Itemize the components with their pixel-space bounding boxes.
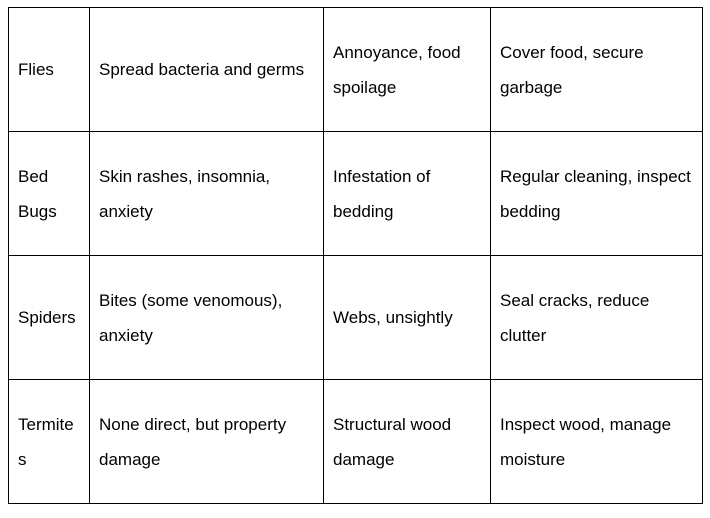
health-risk-cell: Bites (some venomous), anxiety [90, 256, 324, 380]
other-impact-cell: Webs, unsightly [324, 256, 491, 380]
health-risk-cell: Skin rashes, insomnia, anxiety [90, 132, 324, 256]
pest-name-cell: Termites [9, 380, 90, 504]
other-impact-cell: Annoyance, food spoilage [324, 8, 491, 132]
pest-table [8, 7, 703, 504]
other-impact-cell: Infestation of bedding [324, 132, 491, 256]
table-row [9, 256, 703, 380]
table-row [9, 132, 703, 256]
prevention-cell: Cover food, secure garbage [491, 8, 703, 132]
table-row [9, 380, 703, 504]
prevention-cell: Seal cracks, reduce clutter [491, 256, 703, 380]
pest-name-cell: Bed Bugs [9, 132, 90, 256]
health-risk-cell: Spread bacteria and germs [90, 8, 324, 132]
other-impact-cell: Structural wood damage [324, 380, 491, 504]
pest-name-cell: Flies [9, 8, 90, 132]
table-row [9, 8, 703, 132]
prevention-cell: Regular cleaning, inspect bedding [491, 132, 703, 256]
pest-name-cell: Spiders [9, 256, 90, 380]
health-risk-cell: None direct, but property damage [90, 380, 324, 504]
prevention-cell: Inspect wood, manage moisture [491, 380, 703, 504]
